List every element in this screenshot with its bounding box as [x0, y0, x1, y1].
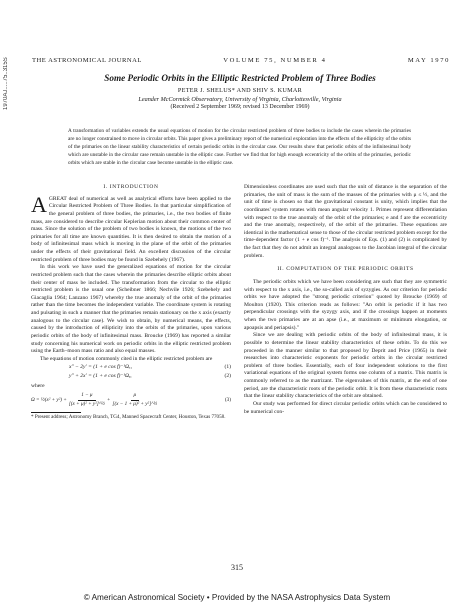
equations-intro: The equations of motion commonly cited in the elliptic restricted problem are [40, 355, 213, 362]
where-word: where [31, 382, 45, 389]
intro-paragraph [31, 191, 231, 265]
equation-3-lhs: Ω = ½(x² + y²) + [31, 396, 67, 403]
periodic-criterion-paragraph: The periodic orbits which we have been considering are such that they are symmetric with respect to the x axis, i.e., the so-called axis of syzygies. As our criterion for periodic orbits we have adopted the "strong periodic criterion" quoted by Broucke (1969) of Moulton (1920). This criterion reads as follows: "An orbit is periodic if it has two perpendicular crossings with the syzygy axis, and if the crossings happen at moments when the two primaries are at an apse (i.e., at maximum or minimum elongation, or apoapsis and periapsis)." [244, 278, 447, 331]
equation-2-body: y″ + 2x′ = (1 + e cos f)⁻¹Ωᵧ, [69, 373, 132, 379]
equation-3-number: (3) [224, 396, 231, 403]
ads-footer[interactable]: © American Astronomical Society • Provided by the NASA Astrophysics Data System [83, 593, 391, 602]
fraction-2-numerator: μ [131, 392, 140, 401]
right-column [244, 184, 447, 416]
fraction-1-denominator: [(x + μ)² + y²]^½ [68, 400, 105, 407]
study-paragraph: Our study was performed for direct circular periodic orbits which can be considered to be numerical con- [244, 400, 447, 415]
equation-3 [31, 392, 231, 408]
equation-1 [31, 364, 231, 372]
section-heading-computation: II. COMPUTATION OF THE PERIODIC ORBITS [277, 266, 414, 273]
equation-3-plus: + [106, 396, 111, 403]
equation-2 [31, 373, 231, 381]
volume-number: VOLUME 75, NUMBER 4 [223, 57, 327, 64]
stability-paragraph: Since we are dealing with periodic orbits of the body of infinitesimal mass, it is possible to determine the linear stability characteristics of these orbits. To do this we proceeded in the manner similar to that proposed by Deprit and Price (1965) in their researches into characteristic exponents for periodic orbits in the circular restricted problem of three bodies. Essentially, each of four independent solutions to the first variational equations of the original system forms one column of a matrix. This matrix is commonly referred to as the matrizant. The eigenvalues of this matrix, at the end of one period, are the characteristic roots of the periodic orbit. It is from these characteristic roots that the linear stability characteristics of the orbit are obtained. [244, 332, 447, 400]
affiliation: Leander McCormick Observatory, University of Virginia, Charlottesville, Virginia [138, 96, 342, 103]
received-date: (Received 2 September 1969; revised 13 December 1969) [170, 104, 310, 110]
issue-date: MAY 1970 [407, 57, 450, 64]
intro-paragraph-text: GREAT deal of numerical as well as analytical efforts have been applied to the Circular Restricted Problem of Three Bodies. In that particular simplification of the general problem of three bodies, the primaries, i.e., the two bodies of finite mass, are considered to describe circular Keplerian motion about their common center of mass. Since the solution of the problem of two bodies is known, the motions of the two primaries for all time are known quantities. It is then desired to obtain the motion of a body of infinitesimal mass which is moving in the plane of the orbit of the primaries under the effects of their gravitational field. An excellent discussion of the circular restricted problem of three bodies may be found in Szebehely (1967). [31, 195, 231, 263]
drop-cap: A [31, 191, 47, 217]
fraction-2-denominator: [(x − 1 + μ)² + y²]^½ [112, 400, 158, 407]
equation-1-number: (1) [224, 364, 231, 371]
article-title: Some Periodic Orbits in the Elliptic Restricted Problem of Three Bodies [104, 73, 376, 83]
fraction-1-numerator: 1 − μ [78, 392, 95, 401]
journal-name: THE ASTRONOMICAL JOURNAL [32, 57, 142, 64]
method-paragraph: In this work we have used the generalized equations of motion for the circular restricted problem such that the cases wherein the primaries describe elliptic orbits about their center of mass be included. The transformation from the circular to the elliptic restricted problem is the usual one (Scheibner 1866; Nechvile 1926; Szebehely and Giacaglia 1964; Lanzano 1967) whereby the true anomaly of the orbit of the primaries rather than the time becomes the independent variable. The coordinate system is rotating and pulsating in such a manner that the primaries remain stationary on the x axis (exactly analogous to the circular case). We wish to obtain, by numerical means, the effects, caused by the introduction of ellipticity into the orbits of the primaries, upon various periodic orbits of the body of infinitesimal mass. Broucke (1969) has reported a similar study concerning his numerical work on periodic orbits in the elliptic restricted problem using the Earth–moon mass ratio and also equal masses. [31, 264, 231, 355]
running-header [32, 57, 450, 64]
equation-3-fraction-2 [112, 392, 157, 408]
author-footnote: * Present address; Astronomy Branch, TG4, Manned Spacecraft Center, Houston, Texas 77058. [31, 413, 226, 420]
section-heading-introduction: I. INTRODUCTION [103, 184, 159, 190]
equation-1-body: x″ − 2y′ = (1 + e cos f)⁻¹Ωₓ, [69, 364, 132, 371]
author-line: PETER J. SHELUS* AND SHIV S. KUMAR [177, 87, 303, 94]
left-column [31, 184, 231, 420]
bibcode-stamp: 1970AJ.....75..315S [3, 57, 9, 110]
coordinates-paragraph: Dimensionless coordinates are used such that the unit of distance is the separation of the primaries, the unit of mass is the sum of the masses of the primaries with μ ≤ ½, and the unit of time is chosen so that the gravitational constant is unity, which implies that the coordinates' system rotates with mean angular velocity 1. Primes represent differentiation with respect to the true anomaly of the orbit of the primaries; e and f are the eccentricity and the true anomaly, respectively, of the orbit of the primaries. These equations are identical in the mathematical sense to those of the circular restricted problem except for the time-dependent factor (1 + e cos f)⁻¹. The analysis of Eqs. (1) and (2) is complicated by the fact that they do not admit an integral analogous to the Jacobian integral of the circular problem. [244, 184, 447, 259]
equation-2-number: (2) [224, 373, 231, 379]
page-number: 315 [231, 563, 243, 572]
equation-3-fraction-1 [69, 392, 105, 408]
footnote-rule [31, 412, 81, 413]
abstract: A transformation of variables extends the usual equations of motion for the circular restricted problem of three bodies to include the cases wherein the primaries are no longer constrained to move in circular orbits. This paper gives a preliminary report of the numerical exploration into the effects of the ellipticity of the orbits of the primaries on the linear stability characteristics of certain periodic orbits in the circular case. Our results show that periodic orbits of the infinitesimal body which are unstable in the circular case remain unstable in the elliptic case. Further we find that for high enough eccentricity of the orbits of the primaries, periodic orbits which are stable in the circular case become unstable in the elliptic case. [68, 128, 411, 166]
